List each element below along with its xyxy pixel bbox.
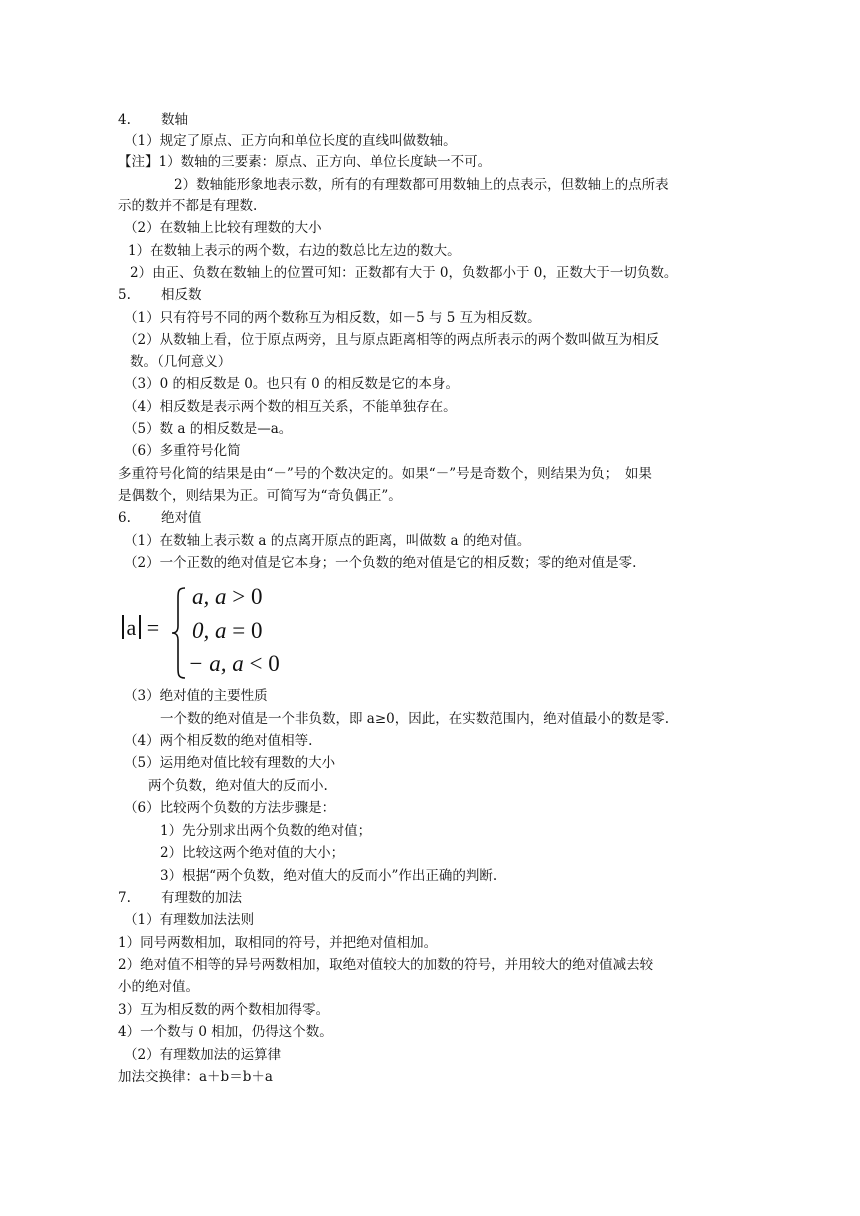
paragraph-line: （4）两个相反数的绝对值相等. (124, 733, 313, 749)
section-heading (118, 110, 188, 130)
paragraph-line: 3）互为相反数的两个数相加得零。 (118, 1002, 330, 1018)
paragraph-line: 小的绝对值。 (118, 979, 199, 995)
paragraph-line: （6）比较两个负数的方法步骤是： (124, 800, 336, 816)
paragraph-line: 示的数并不都是有理数. (118, 198, 258, 214)
formula-case-zero (192, 618, 262, 644)
section-number: 7. (118, 890, 131, 906)
paragraph-line: （2）一个正数的绝对值是它本身；一个负数的绝对值是它的相反数；零的绝对值是零. (124, 555, 637, 571)
section-heading (118, 285, 202, 305)
paragraph-line: 1）在数轴上表示的两个数，右边的数总比左边的数大。 (128, 243, 461, 259)
abs-bar-right (139, 615, 141, 639)
paragraph-line: 2）比较这两个绝对值的大小； (160, 845, 345, 861)
paragraph-line: 加法交换律：a＋b＝b＋a (118, 1069, 273, 1085)
case-relation: < 0 (249, 651, 280, 676)
paragraph-line: （2）在数轴上比较有理数的大小 (124, 220, 322, 236)
section-heading (118, 888, 242, 908)
paragraph-line: 两个负数，绝对值大的反而小. (148, 778, 328, 794)
paragraph-line: 4）一个数与 0 相加，仍得这个数。 (118, 1024, 333, 1040)
case-expr: 0, a (192, 618, 227, 643)
paragraph-line: 数。（几何意义） (130, 354, 232, 370)
section-number: 5. (118, 287, 131, 303)
paragraph-line: （1）在数轴上表示数 a 的点离开原点的距离，叫做数 a 的绝对值。 (124, 533, 531, 549)
formula-equals: = (146, 615, 160, 640)
section-number: 6. (118, 510, 131, 526)
case-relation: = 0 (232, 618, 263, 643)
paragraph-line: 1）先分别求出两个负数的绝对值； (160, 823, 372, 839)
section-title: 有理数的加法 (161, 890, 242, 906)
section-number: 4. (118, 112, 131, 128)
case-relation: > 0 (232, 584, 263, 609)
case-expr: − a, a (188, 651, 244, 676)
paragraph-line: （1）规定了原点、正方向和单位长度的直线叫做数轴。 (124, 133, 457, 149)
paragraph-line: （1）只有符号不同的两个数称互为相反数，如－5 与 5 互为相反数。 (124, 310, 541, 326)
paragraph-line: （2）有理数加法的运算律 (124, 1047, 282, 1063)
paragraph-line: （5）数 a 的相反数是—a。 (124, 421, 293, 437)
paragraph-line: 【注】1）数轴的三要素：原点、正方向、单位长度缺一不可。 (118, 154, 492, 170)
formula-case-positive (192, 584, 262, 610)
paragraph-line: 是偶数个，则结果为正。可简写为“奇负偶正”。 (118, 488, 402, 504)
section-heading (118, 508, 202, 528)
paragraph-line: （2）从数轴上看，位于原点两旁，且与原点距离相等的两点所表示的两个数叫做互为相反 (124, 332, 660, 348)
formula-case-negative (188, 651, 280, 677)
paragraph-line: 1）同号两数相加，取相同的符号，并把绝对值相加。 (118, 935, 438, 951)
paragraph-line: 3）根据“两个负数，绝对值大的反而小”作出正确的判断. (160, 868, 498, 884)
case-expr: a, a (192, 584, 227, 609)
paragraph-line: （3）绝对值的主要性质 (124, 688, 268, 704)
paragraph-line: （3）0 的相反数是 0。也只有 0 的相反数是它的本身。 (124, 376, 460, 392)
formula-lhs (122, 615, 159, 641)
paragraph-line: 2）数轴能形象地表示数，所有的有理数都可用数轴上的点表示，但数轴上的点所表 (174, 177, 669, 193)
paragraph-line: 2）由正、负数在数轴上的位置可知：正数都有大于 0，负数都小于 0，正数大于一切负数。 (130, 265, 678, 281)
section-title: 数轴 (161, 112, 188, 128)
absolute-value-formula (120, 582, 290, 682)
paragraph-line: （1）有理数加法法则 (124, 912, 255, 928)
paragraph-line: （4）相反数是表示两个数的相互关系，不能单独存在。 (124, 399, 457, 415)
paragraph-line: 一个数的绝对值是一个非负数，即 a≥0，因此，在实数范围内，绝对值最小的数是零. (160, 711, 670, 727)
paragraph-line: （5）运用绝对值比较有理数的大小 (124, 755, 336, 771)
formula-lhs-var: a (126, 615, 137, 640)
left-brace (170, 586, 188, 680)
paragraph-line: （6）多重符号化简 (124, 443, 241, 459)
section-title: 绝对值 (161, 510, 202, 526)
paragraph-line: 多重符号化简的结果是由“－”号的个数决定的。如果“－”号是奇数个，则结果为负； 如果 (118, 466, 652, 482)
section-title: 相反数 (161, 287, 202, 303)
paragraph-line: 2）绝对值不相等的异号两数相加，取绝对值较大的加数的符号，并用较大的绝对值减去较 (118, 957, 654, 973)
abs-bar-left (122, 615, 124, 639)
